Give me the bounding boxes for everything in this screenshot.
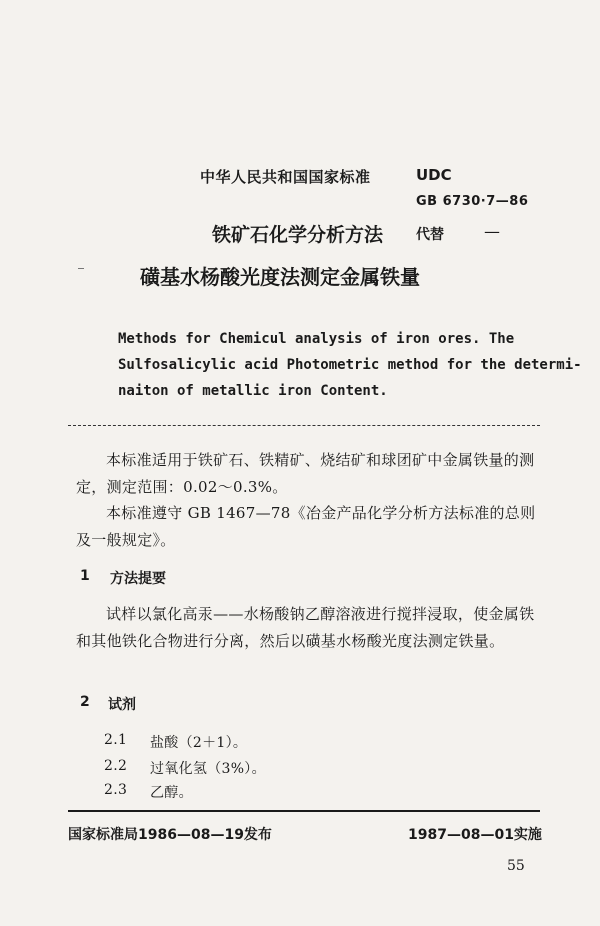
reagent-1-number: 2.1: [104, 732, 128, 748]
intro-paragraph-2: [76, 500, 540, 554]
section-1-body-text: 试样以氯化高汞——水杨酸钠乙醇溶液进行搅拌浸取，使金属铁和其他铁化合物进行分离，然后以磺基水杨酸光度法测定铁量。: [76, 605, 535, 650]
replace-label: 代替: [416, 227, 444, 243]
section-1-number: 1: [80, 568, 90, 584]
section-2-title: 试剂: [108, 697, 136, 713]
english-title: [118, 326, 582, 404]
reagent-2-text: 过氧化氢（3%）。: [150, 761, 266, 777]
intro-paragraph-2-text: 本标准遵守 GB 1467—78《冶金产品化学分析方法标准的总则及一般规定》。: [76, 504, 536, 549]
title-line-1: 铁矿石化学分析方法: [212, 224, 384, 246]
intro-paragraph-1-text: 本标准适用于铁矿石、铁精矿、烧结矿和球团矿中金属铁量的测定，测定范围：0.02～0.3%。: [76, 451, 535, 496]
english-title-line-3: naiton of metallic iron Content.: [118, 383, 388, 399]
title-line-2: 磺基水杨酸光度法测定金属铁量: [140, 265, 420, 289]
reagent-1-text: 盐酸（2＋1）。: [150, 735, 248, 751]
effective-date: 1987—08—01实施: [408, 827, 542, 843]
replace-value: —: [484, 222, 500, 241]
section-1-body: [76, 601, 540, 655]
standard-name: 中华人民共和国国家标准: [200, 168, 371, 186]
udc-label: UDC: [416, 166, 452, 184]
reagent-3-text: 乙醇。: [150, 785, 193, 801]
english-title-line-1: Methods for Chemicul analysis of iron ores. The: [118, 331, 515, 347]
reagent-2-number: 2.2: [104, 758, 128, 774]
reagent-3-number: 2.3: [104, 782, 128, 798]
issued-date: 国家标准局1986—08—19发布: [68, 827, 272, 843]
scan-speck: [78, 268, 84, 269]
intro-paragraph-1: [76, 447, 540, 501]
page-number: 55: [507, 858, 525, 874]
top-divider: [68, 425, 540, 426]
section-2-number: 2: [80, 694, 90, 710]
gb-number: GB 6730·7—86: [416, 194, 529, 209]
bottom-divider: [68, 810, 540, 812]
english-title-line-2: Sulfosalicylic acid Photometric method for the determi-: [118, 357, 582, 373]
section-1-title: 方法提要: [110, 571, 166, 587]
